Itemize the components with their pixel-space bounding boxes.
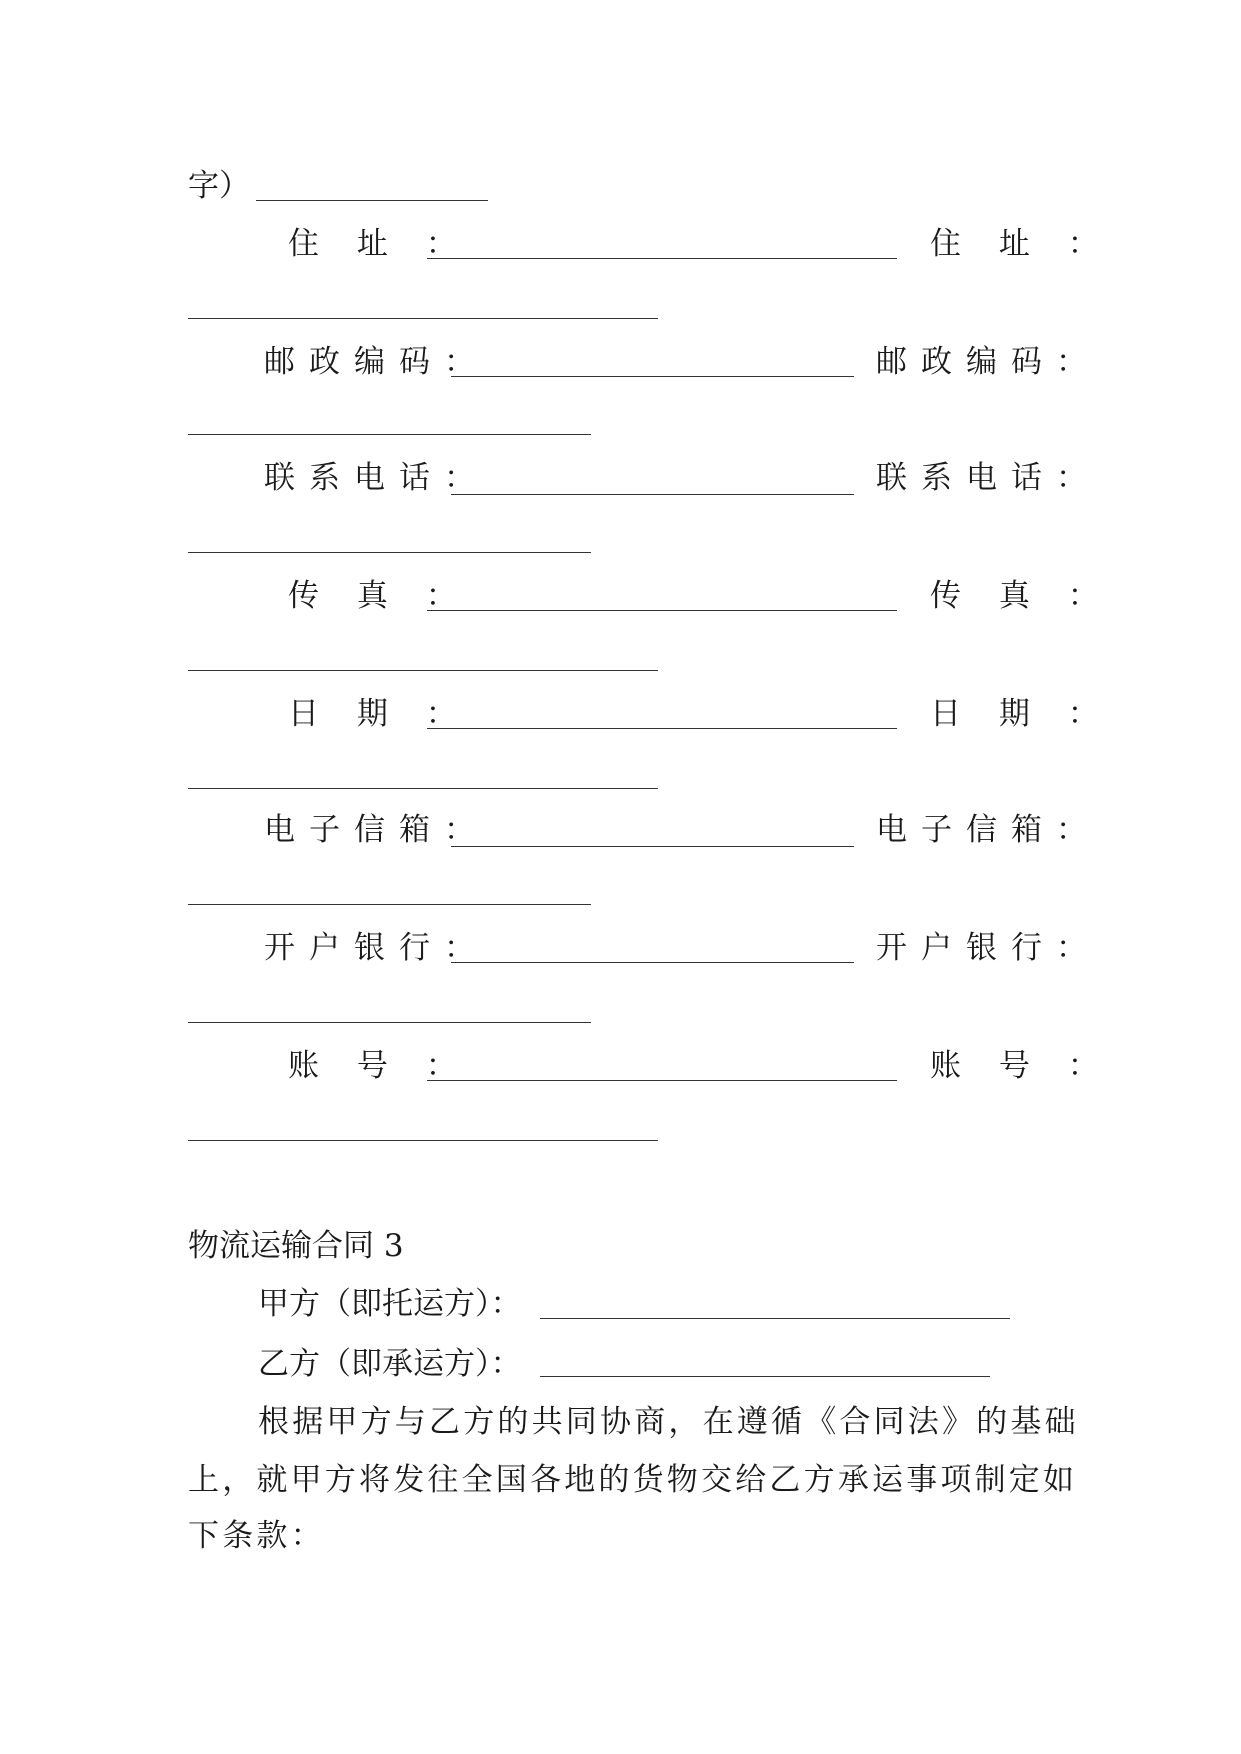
bank-blank-b[interactable]: [188, 1022, 591, 1023]
email-blank-a[interactable]: [451, 846, 854, 847]
email-label: 电子信箱：: [264, 812, 489, 848]
date-label-b: 日 期 ：: [930, 696, 1113, 732]
bank-label-b: 开户银行：: [876, 930, 1101, 966]
body-line-3: 下条款：: [188, 1518, 325, 1554]
email-label-b: 电子信箱：: [876, 812, 1101, 848]
signature-continuation: 字）: [188, 168, 250, 204]
party-b-label: 乙方（即承运方）：: [258, 1346, 522, 1382]
section-title: 物流运输合同 3: [188, 1228, 404, 1264]
phone-blank-a[interactable]: [451, 494, 854, 495]
fax-blank-b[interactable]: [188, 670, 658, 671]
fax-label: 传 真 ：: [288, 578, 471, 614]
email-blank-b[interactable]: [188, 904, 591, 905]
account-label: 账 号 ：: [288, 1048, 471, 1084]
party-b-blank[interactable]: [540, 1376, 990, 1377]
address-label: 住 址 ：: [288, 226, 471, 262]
fax-label-b: 传 真 ：: [930, 578, 1113, 614]
address-label-b: 住 址 ：: [930, 226, 1113, 262]
body-line-1: 根据甲方与乙方的共同协商，在遵循《合同法》的基础: [258, 1404, 1079, 1440]
body-line-2: 上，就甲方将发往全国各地的货物交给乙方承运事项制定如: [188, 1462, 1078, 1498]
postcode-label: 邮政编码：: [264, 344, 489, 380]
postcode-blank-a[interactable]: [451, 376, 854, 377]
date-label: 日 期 ：: [288, 696, 471, 732]
party-a-blank[interactable]: [540, 1318, 1010, 1319]
postcode-blank-b[interactable]: [188, 434, 591, 435]
account-label-b: 账 号 ：: [930, 1048, 1113, 1084]
account-blank-b[interactable]: [188, 1140, 658, 1141]
account-blank-a[interactable]: [427, 1080, 897, 1081]
phone-label-b: 联系电话：: [876, 460, 1101, 496]
address-blank-b[interactable]: [188, 318, 658, 319]
date-blank-a[interactable]: [427, 728, 897, 729]
date-blank-b[interactable]: [188, 788, 658, 789]
signature-blank: [256, 200, 488, 201]
bank-blank-a[interactable]: [451, 962, 854, 963]
address-blank-a[interactable]: [427, 258, 897, 259]
fax-blank-a[interactable]: [427, 610, 897, 611]
phone-label: 联系电话：: [264, 460, 489, 496]
bank-label: 开户银行：: [264, 930, 489, 966]
phone-blank-b[interactable]: [188, 552, 591, 553]
postcode-label-b: 邮政编码：: [876, 344, 1101, 380]
party-a-label: 甲方（即托运方）：: [258, 1286, 522, 1322]
